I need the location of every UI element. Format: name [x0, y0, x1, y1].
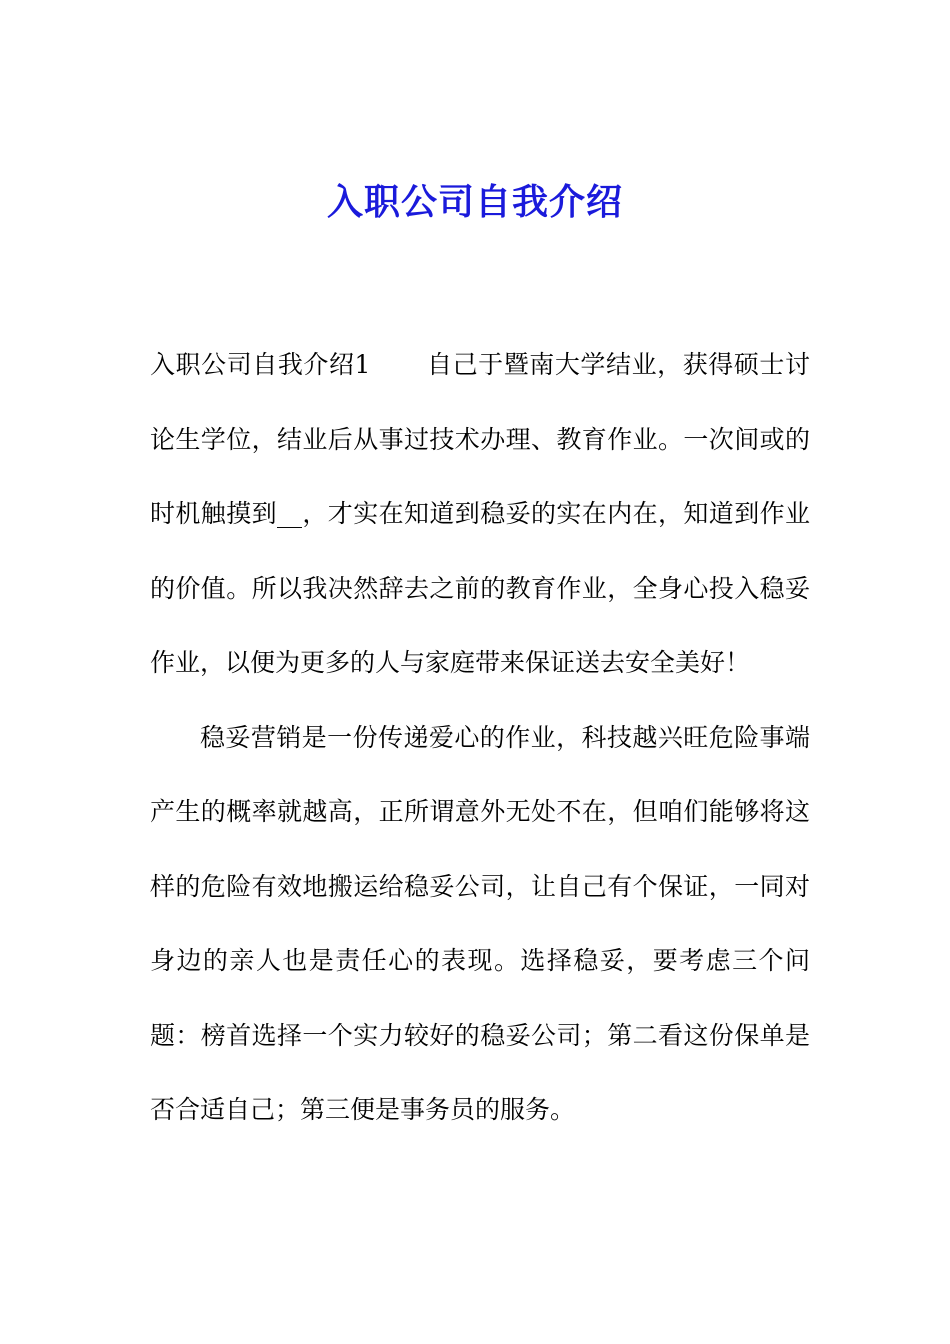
paragraph-2: 稳妥营销是一份传递爱心的作业，科技越兴旺危险事端产生的概率就越高，正所谓意外无处不在，但咱们能够将这样的危险有效地搬运给稳妥公司，让自己有个保证，一同对身边的亲人也是责任心的表现。选择稳妥，要考虑三个问题：榜首选择一个实力较好的稳妥公司；第二看这份保单是否合适自己；第三便是事务员的服务。	[150, 722, 810, 1124]
document-body	[150, 328, 810, 1148]
section-heading: 入职公司自我介绍1	[150, 350, 371, 379]
document-title: 入职公司自我介绍	[326, 181, 623, 223]
paragraph-1	[150, 328, 810, 701]
paragraph-1-text: 自己于暨南大学结业，获得硕士讨论生学位，结业后从事过技术办理、教育作业。一次间或的时机触摸到__，才实在知道到稳妥的实在内在，知道到作业的价值。所以我决然辞去之前的教育作业，全身心投入稳妥作业，以便为更多的人与家庭带来保证送去安全美好！	[150, 350, 810, 677]
